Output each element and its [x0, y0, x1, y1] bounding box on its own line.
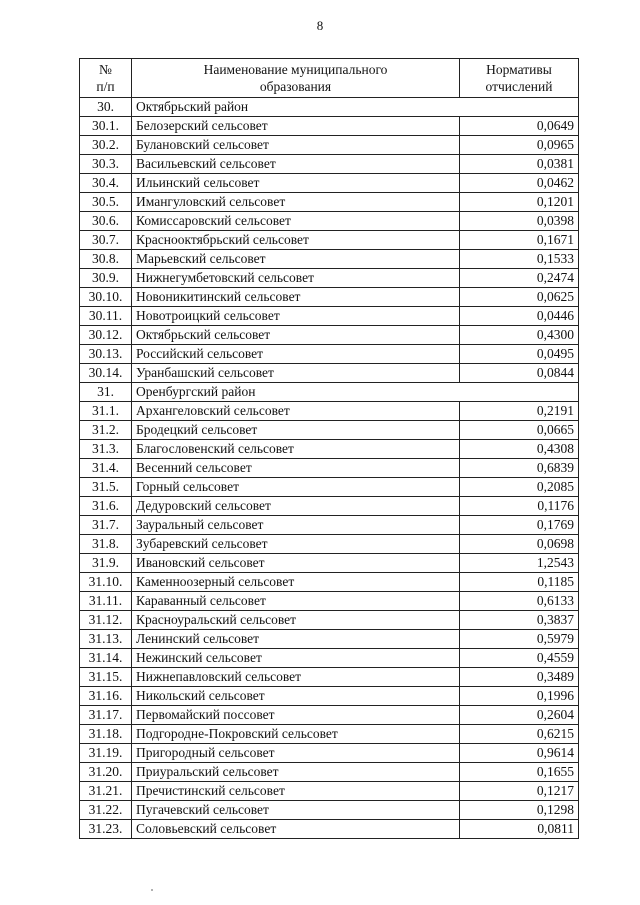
row-number: 31.3. [80, 440, 132, 459]
row-number: 31.14. [80, 649, 132, 668]
deduction-norm: 0,1996 [460, 687, 579, 706]
municipality-name: Нижнегумбетовский сельсовет [132, 269, 460, 288]
row-number: 30.12. [80, 326, 132, 345]
row-number: 31.19. [80, 744, 132, 763]
municipality-name: Комиссаровский сельсовет [132, 212, 460, 231]
header-name [132, 59, 460, 98]
row-number: 31.8. [80, 535, 132, 554]
row-number: 31.18. [80, 725, 132, 744]
deduction-norm: 0,0665 [460, 421, 579, 440]
table-row [80, 725, 579, 744]
header-value-line2: отчислений [485, 79, 553, 94]
table-body [80, 98, 579, 839]
deduction-norm: 0,4559 [460, 649, 579, 668]
row-number: 31.1. [80, 402, 132, 421]
deduction-norm: 1,2543 [460, 554, 579, 573]
deduction-norm: 0,0495 [460, 345, 579, 364]
deduction-norm: 0,0844 [460, 364, 579, 383]
deduction-norm: 0,0698 [460, 535, 579, 554]
row-number: 31.2. [80, 421, 132, 440]
municipality-name: Соловьевский сельсовет [132, 820, 460, 839]
row-number: 30.2. [80, 136, 132, 155]
district-name: Оренбургский район [132, 383, 460, 402]
table-row [80, 763, 579, 782]
deduction-norm: 0,0381 [460, 155, 579, 174]
deduction-norm: 0,0398 [460, 212, 579, 231]
table-row [80, 231, 579, 250]
municipality-name: Белозерский сельсовет [132, 117, 460, 136]
table-row [80, 440, 579, 459]
row-number: 31.20. [80, 763, 132, 782]
table-row [80, 345, 579, 364]
deduction-norm: 0,3837 [460, 611, 579, 630]
municipality-name: Имангуловский сельсовет [132, 193, 460, 212]
municipality-name: Дедуровский сельсовет [132, 497, 460, 516]
header-number-line1: № [99, 62, 112, 77]
row-number: 30.9. [80, 269, 132, 288]
deduction-norm: 0,1769 [460, 516, 579, 535]
deduction-norm: 0,1671 [460, 231, 579, 250]
deduction-norm: 0,6215 [460, 725, 579, 744]
table-row [80, 250, 579, 269]
district-row [80, 98, 579, 117]
row-number: 31.10. [80, 573, 132, 592]
municipality-name: Краснооктябрьский сельсовет [132, 231, 460, 250]
deduction-norm [460, 383, 579, 402]
municipality-name: Горный сельсовет [132, 478, 460, 497]
header-value [460, 59, 579, 98]
table-row [80, 212, 579, 231]
row-number: 31.23. [80, 820, 132, 839]
row-number: 30.14. [80, 364, 132, 383]
header-value-line1: Нормативы [486, 62, 552, 77]
header-name-line2: образования [259, 79, 332, 94]
row-number: 31.11. [80, 592, 132, 611]
table-row [80, 497, 579, 516]
row-number: 31.6. [80, 497, 132, 516]
deduction-norm: 0,1201 [460, 193, 579, 212]
municipality-name: Зауральный сельсовет [132, 516, 460, 535]
municipality-name: Подгородне-Покровский сельсовет [132, 725, 460, 744]
district-row [80, 383, 579, 402]
row-number: 31.21. [80, 782, 132, 801]
table-row [80, 573, 579, 592]
header-name-line1: Наименование муниципального [203, 62, 388, 77]
row-number: 30.8. [80, 250, 132, 269]
row-number: 30.5. [80, 193, 132, 212]
deduction-norm: 0,1217 [460, 782, 579, 801]
deduction-norm [460, 98, 579, 117]
deduction-norm: 0,6133 [460, 592, 579, 611]
row-number: 31.12. [80, 611, 132, 630]
municipality-name: Пугачевский сельсовет [132, 801, 460, 820]
deduction-norm: 0,4300 [460, 326, 579, 345]
table-row [80, 269, 579, 288]
header-number [80, 59, 132, 98]
row-number: 30. [80, 98, 132, 117]
municipality-name: Бродецкий сельсовет [132, 421, 460, 440]
table-row [80, 174, 579, 193]
municipality-name: Новоникитинский сельсовет [132, 288, 460, 307]
table-row [80, 364, 579, 383]
row-number: 31.4. [80, 459, 132, 478]
municipality-name: Благословенский сельсовет [132, 440, 460, 459]
table-row [80, 706, 579, 725]
table-row [80, 592, 579, 611]
municipality-name: Красноуральский сельсовет [132, 611, 460, 630]
deduction-norm: 0,0965 [460, 136, 579, 155]
deduction-norm: 0,0649 [460, 117, 579, 136]
header-number-line2: п/п [96, 79, 115, 94]
row-number: 30.10. [80, 288, 132, 307]
table-row [80, 668, 579, 687]
deduction-norm: 0,5979 [460, 630, 579, 649]
table-row [80, 307, 579, 326]
municipality-name: Ивановский сельсовет [132, 554, 460, 573]
deduction-norm: 0,2191 [460, 402, 579, 421]
table-row [80, 459, 579, 478]
table-row [80, 136, 579, 155]
table-row [80, 516, 579, 535]
table-row [80, 554, 579, 573]
row-number: 31. [80, 383, 132, 402]
municipality-name: Марьевский сельсовет [132, 250, 460, 269]
deduction-norm: 0,1176 [460, 497, 579, 516]
table-row [80, 649, 579, 668]
municipality-name: Васильевский сельсовет [132, 155, 460, 174]
row-number: 30.13. [80, 345, 132, 364]
municipality-name: Пригородный сельсовет [132, 744, 460, 763]
municipality-name: Булановский сельсовет [132, 136, 460, 155]
row-number: 31.22. [80, 801, 132, 820]
row-number: 30.3. [80, 155, 132, 174]
table-row [80, 193, 579, 212]
row-number: 31.5. [80, 478, 132, 497]
deduction-norm: 0,0625 [460, 288, 579, 307]
table-row [80, 782, 579, 801]
municipality-name: Нижнепавловский сельсовет [132, 668, 460, 687]
deduction-norm: 0,0462 [460, 174, 579, 193]
municipality-name: Новотроицкий сельсовет [132, 307, 460, 326]
deduction-norm: 0,1298 [460, 801, 579, 820]
deduction-norm: 0,2604 [460, 706, 579, 725]
municipality-name: Уранбашский сельсовет [132, 364, 460, 383]
table-row [80, 117, 579, 136]
deduction-norm: 0,1655 [460, 763, 579, 782]
deduction-norm: 0,3489 [460, 668, 579, 687]
table-row [80, 402, 579, 421]
deduction-norm: 0,1533 [460, 250, 579, 269]
deduction-norm: 0,0446 [460, 307, 579, 326]
scan-dot [151, 889, 153, 891]
table-row [80, 801, 579, 820]
page-number: 8 [316, 18, 324, 33]
row-number: 31.16. [80, 687, 132, 706]
row-number: 31.15. [80, 668, 132, 687]
row-number: 30.4. [80, 174, 132, 193]
deduction-norm: 0,1185 [460, 573, 579, 592]
deduction-norm: 0,6839 [460, 459, 579, 478]
municipality-name: Ильинский сельсовет [132, 174, 460, 193]
row-number: 31.9. [80, 554, 132, 573]
municipality-name: Весенний сельсовет [132, 459, 460, 478]
row-number: 31.7. [80, 516, 132, 535]
table-row [80, 611, 579, 630]
municipality-name: Пречистинский сельсовет [132, 782, 460, 801]
district-name: Октябрьский район [132, 98, 460, 117]
municipality-name: Российский сельсовет [132, 345, 460, 364]
row-number: 30.7. [80, 231, 132, 250]
table-row [80, 535, 579, 554]
table-row [80, 744, 579, 763]
table-row [80, 421, 579, 440]
deduction-norm: 0,2474 [460, 269, 579, 288]
municipality-name: Никольский сельсовет [132, 687, 460, 706]
deduction-norm: 0,2085 [460, 478, 579, 497]
table-row [80, 326, 579, 345]
municipality-name: Приуральский сельсовет [132, 763, 460, 782]
deduction-norm: 0,0811 [460, 820, 579, 839]
deduction-norm: 0,4308 [460, 440, 579, 459]
deduction-norm: 0,9614 [460, 744, 579, 763]
table-header [80, 59, 579, 98]
municipality-name: Нежинский сельсовет [132, 649, 460, 668]
row-number: 31.17. [80, 706, 132, 725]
table-row [80, 155, 579, 174]
row-number: 30.11. [80, 307, 132, 326]
table-row [80, 478, 579, 497]
municipality-name: Ленинский сельсовет [132, 630, 460, 649]
municipality-name: Первомайский поссовет [132, 706, 460, 725]
row-number: 30.6. [80, 212, 132, 231]
row-number: 31.13. [80, 630, 132, 649]
municipality-name: Архангеловский сельсовет [132, 402, 460, 421]
norms-table [79, 58, 579, 839]
municipality-name: Караванный сельсовет [132, 592, 460, 611]
row-number: 30.1. [80, 117, 132, 136]
municipality-name: Каменноозерный сельсовет [132, 573, 460, 592]
table-row [80, 630, 579, 649]
table-row [80, 288, 579, 307]
municipality-name: Зубаревский сельсовет [132, 535, 460, 554]
table-row [80, 820, 579, 839]
municipality-name: Октябрьский сельсовет [132, 326, 460, 345]
table-row [80, 687, 579, 706]
